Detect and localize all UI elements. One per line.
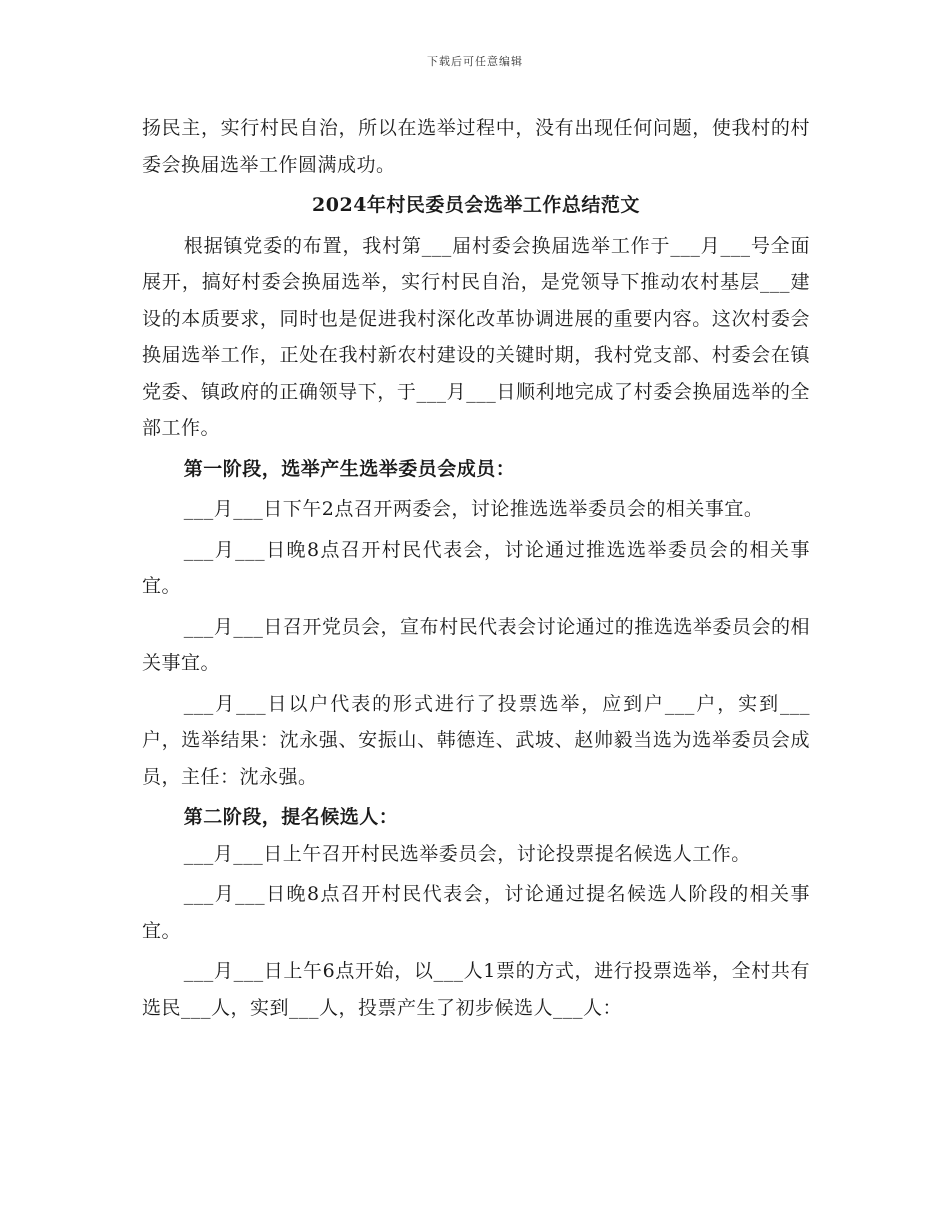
paragraph-stage-1-item: ___月___日晚8点召开村民代表会，讨论通过推选选举委员会的相关事宜。: [142, 538, 810, 597]
section-heading-stage-2: 第二阶段，提名候选人：: [183, 806, 399, 828]
paragraph-stage-1-item: ___月___日召开党员会，宣布村民代表会讨论通过的推选选举委员会的相关事宜。: [142, 615, 810, 674]
section-heading-stage-1: 第一阶段，选举产生选举委员会成员：: [183, 457, 516, 480]
paragraph-intro: 根据镇党委的布置，我村第___届村委会换届选举工作于___月___号全面展开，搞好村委会换届选举，实行村民自治，是党领导下推动农村基层___建设的本质要求，同时也是促进我村深化改革协调进展的重要内容。这次村委会换届选举工作，正处在我村新农村建设的关键时期，我村党支部、村委会在镇党委、镇政府的正确领导下，于___月___日顺利地完成了村委会换届选举的全部工作。: [142, 234, 810, 439]
paragraph-stage-2-item: ___月___日晚8点召开村民代表会，讨论通过提名候选人阶段的相关事宜。: [142, 883, 810, 942]
paragraph-stage-1-item: ___月___日下午2点召开两委会，讨论推选选举委员会的相关事宜。: [183, 498, 764, 520]
paragraph-stage-2-item: ___月___日上午6点开始，以___人1票的方式，进行投票选举，全村共有选民___人，实到___人，投票产生了初步候选人___人：: [142, 960, 810, 1019]
paragraph-stage-2-item: ___月___日上午召开村民选举委员会，讨论投票提名候选人工作。: [183, 842, 751, 865]
paragraph-stage-1-item: ___月___日以户代表的形式进行了投票选举，应到户___户，实到___户，选举结果：沈永强、安振山、韩德连、武坡、赵帅毅当选为选举委员会成员，主任：沈永强。: [142, 692, 810, 788]
paragraph-continuation: 扬民主，实行村民自治，所以在选举过程中，没有出现任何问题，使我村的村委会换届选举工作圆满成功。: [142, 117, 810, 176]
page-header: 下载后可任意编辑: [427, 55, 523, 68]
document-title: 2024年村民委员会选举工作总结范文: [312, 194, 640, 216]
document-body: [142, 110, 810, 1026]
